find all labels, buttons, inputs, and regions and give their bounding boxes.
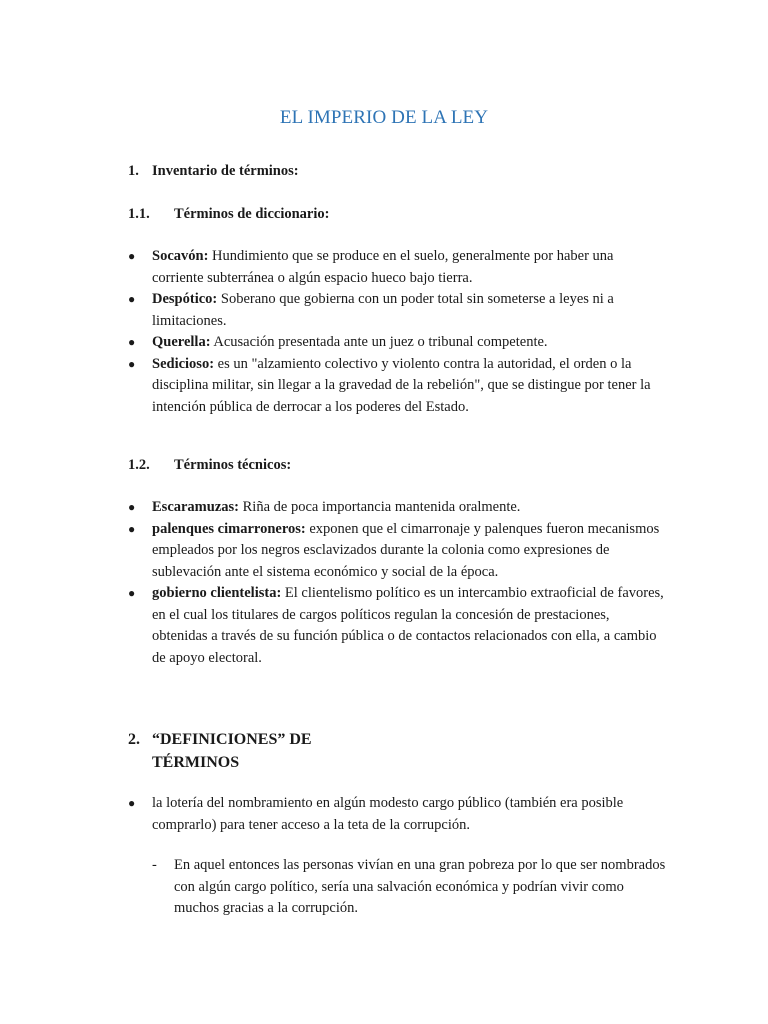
bullet-icon: ● [128, 335, 136, 349]
section-1-number: 1. [128, 163, 139, 179]
technical-terms-list [128, 497, 668, 669]
bullet-icon: ● [128, 249, 136, 263]
section-1-1-number: 1.1. [128, 206, 150, 222]
section-1-1-heading [128, 206, 329, 223]
term-label: Querella: [152, 334, 211, 350]
bullet-icon: ● [128, 796, 136, 810]
term-label: palenques cimarroneros: [152, 520, 306, 537]
dash-item-text: En aquel entonces las personas vivían en una gran pobreza por lo que ser nombrados con algún cargo político, sería una salvación económica y podrían vivir como muchos gracias a la corrupción. [174, 857, 666, 916]
term-definition: es un "alzamiento colectivo y violento contra la autoridad, el orden o la disciplina militar, sin llegar a la gravedad de la rebelión", que se distingue por tener la intención pública de derrocar a los poderes del Estado. [152, 355, 651, 415]
bullet-icon: ● [128, 292, 136, 306]
dictionary-terms-list [128, 246, 668, 418]
term-definition: Acusación presentada ante un juez o tribunal competente. [210, 334, 548, 350]
bullet-icon: ● [128, 586, 136, 600]
section-1-2-label: Términos técnicos: [174, 457, 292, 473]
term-label: gobierno clientelista: [152, 585, 282, 601]
section-1-heading [128, 163, 299, 180]
list-item [128, 497, 668, 519]
term-definition: El clientelismo político es un intercambio extraoficial de favores, en el cual los titulares de cargos políticos regulan la concesión de prestaciones, obtenidas a través de su función pública o de contactos relacionados con ella, a cambio de apoyo electoral. [152, 585, 664, 666]
list-item [128, 332, 668, 354]
list-item [128, 519, 668, 584]
term-definition: exponen que el cimarronaje y palenques fueron mecanismos empleados por los negros esclavizados durante la colonia como expresiones de sublevación ante el sistema económico y social de la época. [152, 520, 660, 580]
term-definition: Soberano que gobierna con un poder total sin someterse a leyes ni a limitaciones. [152, 291, 614, 329]
bullet-icon: ● [128, 521, 136, 536]
section-1-label: Inventario de términos: [152, 163, 299, 179]
dash-list-item [152, 855, 672, 920]
list-item [128, 246, 668, 289]
list-item [128, 354, 668, 419]
bullet-icon: ● [128, 500, 136, 514]
section-1-2-number: 1.2. [128, 457, 150, 473]
term-label: Socavón: [152, 248, 209, 264]
section-1-1-label: Términos de diccionario: [174, 206, 330, 222]
section-2-number: 2. [128, 731, 140, 748]
definition-text: la lotería del nombramiento en algún modesto cargo público (también era posible comprarlo) para tener acceso a la teta de la corrupción. [152, 795, 624, 833]
document-title: EL IMPERIO DE LA LEY [279, 107, 489, 128]
section-1-2-heading [128, 457, 291, 474]
term-definition: Hundimiento que se produce en el suelo, generalmente por haber una corriente subterránea o algún espacio hueco bajo tierra. [152, 248, 614, 286]
term-label: Escaramuzas: [152, 499, 239, 515]
section-2-label: “DEFINICIONES” DE TÉRMINOS [152, 731, 312, 771]
term-label: Despótico: [152, 291, 218, 307]
bullet-icon: ● [128, 356, 136, 371]
definitions-list [128, 793, 668, 836]
list-item [128, 583, 668, 669]
term-definition: Riña de poca importancia mantenida oralmente. [239, 499, 521, 515]
dash-marker: - [152, 857, 157, 873]
list-item [128, 793, 668, 836]
list-item [128, 289, 668, 332]
term-label: Sedicioso: [152, 355, 215, 372]
